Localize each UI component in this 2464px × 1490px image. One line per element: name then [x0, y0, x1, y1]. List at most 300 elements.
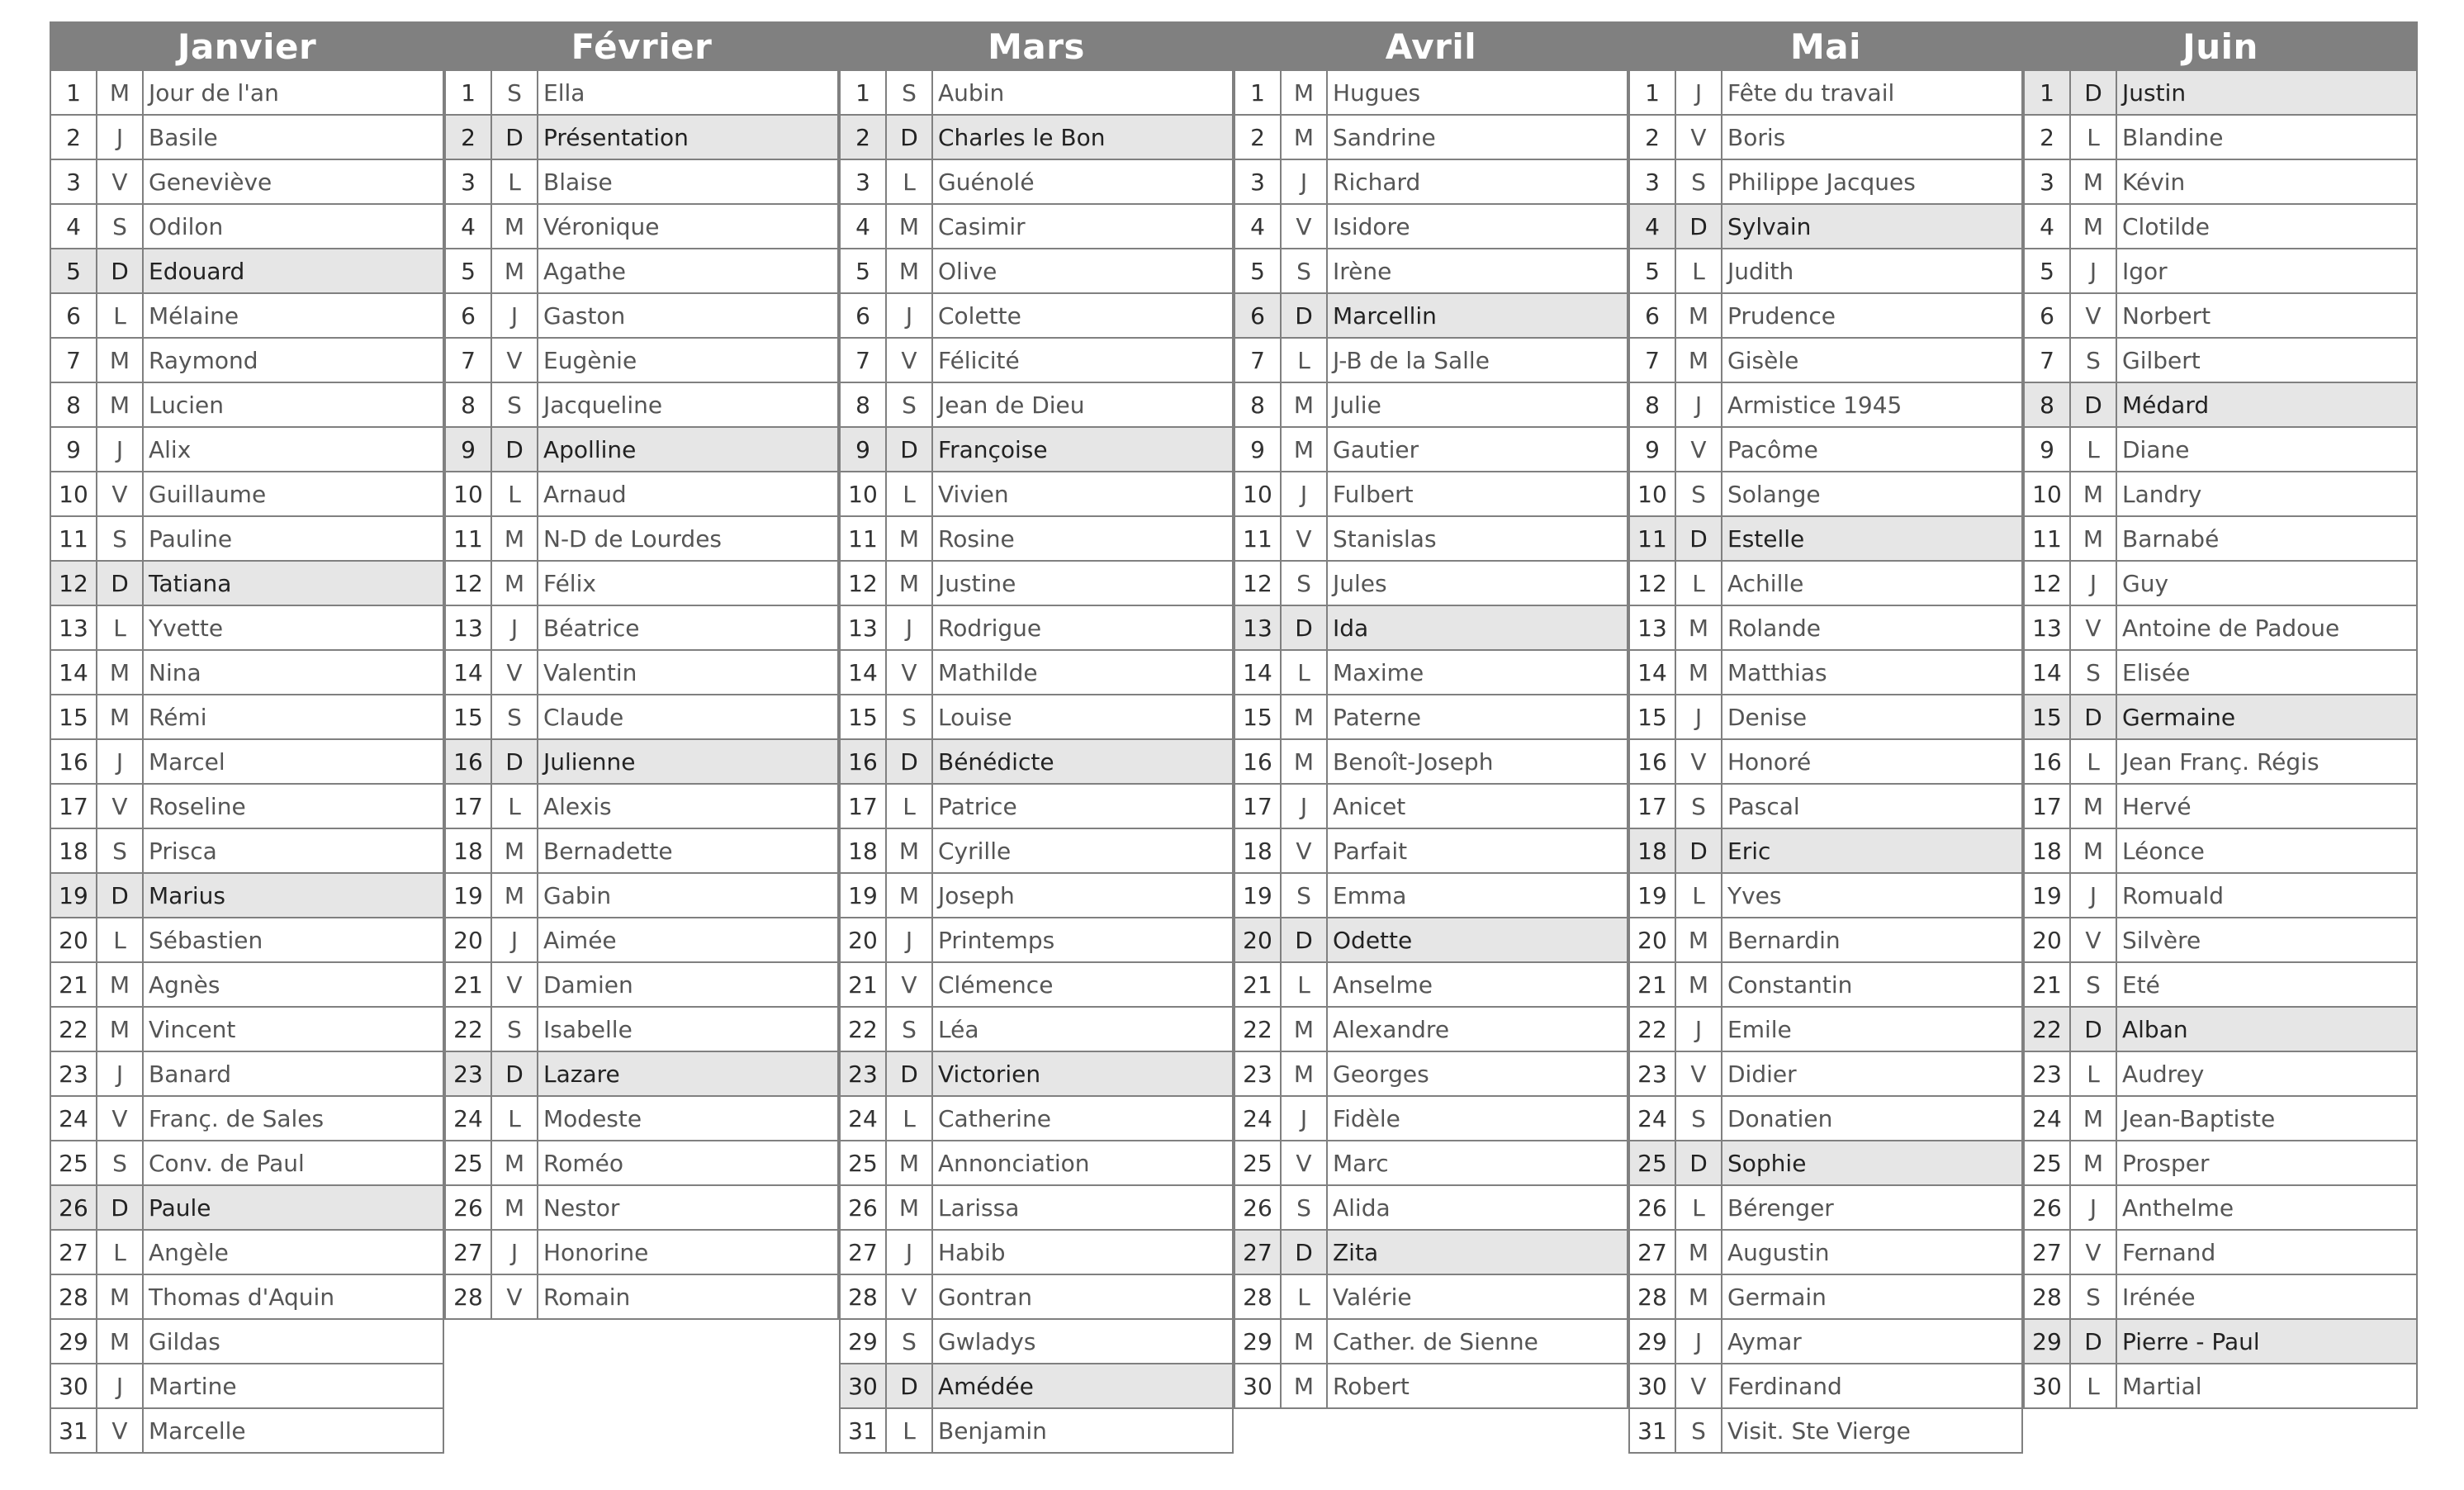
day-number: 26: [841, 1186, 887, 1229]
saint-name: Sébastien: [149, 926, 263, 954]
weekday-letter: J: [492, 294, 538, 337]
saint-name: Elisée: [2122, 658, 2191, 686]
saint-name: Jean de Dieu: [938, 391, 1085, 419]
weekday-letter: M: [97, 339, 144, 382]
day-row: [444, 1231, 839, 1275]
day-row: [1234, 1141, 1628, 1186]
day-number: 7: [1235, 339, 1282, 382]
saint-name: Robert: [1333, 1372, 1410, 1400]
saint-name: Banard: [149, 1060, 232, 1088]
weekday-letter: S: [1282, 562, 1328, 605]
day-number: 16: [2025, 740, 2071, 783]
day-row: [444, 740, 839, 785]
saint-name: Mélaine: [149, 301, 239, 330]
day-row: [1628, 785, 2023, 829]
day-number: 27: [841, 1231, 887, 1274]
weekday-letter: J: [1282, 472, 1328, 515]
day-row: [50, 249, 444, 294]
saint-name: Ferdinand: [1727, 1372, 1842, 1400]
saint-name: Eugènie: [543, 346, 637, 374]
saint-name: Béatrice: [543, 614, 640, 642]
saint-name: Guillaume: [149, 480, 267, 508]
day-row: [444, 695, 839, 740]
day-number: 2: [446, 116, 492, 159]
weekday-letter: V: [887, 651, 933, 694]
day-row: [50, 294, 444, 339]
day-number: 8: [1235, 383, 1282, 426]
day-row: [2023, 651, 2418, 695]
day-number: 6: [446, 294, 492, 337]
day-row: [2023, 785, 2418, 829]
weekday-letter: M: [1676, 1275, 1722, 1318]
weekday-letter: M: [2071, 472, 2117, 515]
saint-name: Sandrine: [1333, 123, 1436, 151]
day-number: 21: [841, 963, 887, 1006]
day-row: [2023, 1186, 2418, 1231]
weekday-letter: M: [2071, 160, 2117, 203]
saint-name: Odette: [1333, 926, 1413, 954]
day-row: [50, 428, 444, 472]
day-row: [2023, 1097, 2418, 1141]
day-row: [2023, 116, 2418, 160]
saint-name: Philippe Jacques: [1727, 168, 1916, 196]
day-row: [1628, 71, 2023, 116]
day-number: 10: [1630, 472, 1676, 515]
saint-name: Félix: [543, 569, 596, 597]
weekday-letter: D: [492, 740, 538, 783]
weekday-letter: V: [1282, 829, 1328, 872]
weekday-letter: S: [97, 1141, 144, 1184]
weekday-letter: J: [97, 1364, 144, 1407]
day-number: 3: [51, 160, 97, 203]
day-row: [839, 1186, 1234, 1231]
day-number: 13: [51, 606, 97, 649]
saint-name: Benjamin: [938, 1416, 1047, 1445]
day-number: 1: [1235, 71, 1282, 114]
day-number: 12: [1630, 562, 1676, 605]
day-row: [2023, 829, 2418, 874]
day-row: [1234, 918, 1628, 963]
weekday-letter: L: [887, 785, 933, 828]
day-number: 24: [446, 1097, 492, 1140]
weekday-letter: M: [2071, 785, 2117, 828]
weekday-letter: S: [1282, 249, 1328, 292]
day-number: 4: [841, 205, 887, 248]
day-row: [2023, 740, 2418, 785]
weekday-letter: S: [887, 71, 933, 114]
weekday-letter: L: [1676, 249, 1722, 292]
weekday-letter: M: [492, 205, 538, 248]
day-number: 7: [1630, 339, 1676, 382]
day-number: 27: [1630, 1231, 1676, 1274]
weekday-letter: J: [1676, 1320, 1722, 1363]
saint-name: Tatiana: [149, 569, 232, 597]
day-number: 1: [1630, 71, 1676, 114]
saint-name: Nestor: [543, 1193, 620, 1222]
saint-name: Marcellin: [1333, 301, 1437, 330]
weekday-letter: M: [97, 1320, 144, 1363]
weekday-letter: D: [2071, 71, 2117, 114]
day-row: [444, 874, 839, 918]
saint-name: Agathe: [543, 257, 627, 285]
weekday-letter: S: [492, 71, 538, 114]
weekday-letter: M: [97, 71, 144, 114]
month-header: Avril: [1234, 21, 1628, 71]
saint-name: Bénédicte: [938, 747, 1054, 776]
weekday-letter: D: [1676, 829, 1722, 872]
weekday-letter: L: [97, 606, 144, 649]
day-number: 19: [841, 874, 887, 917]
day-row: [444, 249, 839, 294]
weekday-letter: D: [1282, 1231, 1328, 1274]
weekday-letter: M: [887, 205, 933, 248]
weekday-letter: D: [2071, 383, 2117, 426]
day-row: [50, 472, 444, 517]
weekday-letter: M: [2071, 829, 2117, 872]
saint-name: Yvette: [149, 614, 224, 642]
saint-name: Alban: [2122, 1015, 2188, 1043]
saint-name: Gautier: [1333, 435, 1419, 463]
saint-name: Hugues: [1333, 78, 1421, 107]
weekday-letter: L: [492, 1097, 538, 1140]
day-number: 28: [446, 1275, 492, 1318]
day-number: 17: [1630, 785, 1676, 828]
day-row: [2023, 383, 2418, 428]
month-column: [1234, 21, 1628, 1454]
day-number: 11: [51, 517, 97, 560]
day-number: 4: [446, 205, 492, 248]
weekday-letter: J: [492, 1231, 538, 1274]
weekday-letter: S: [887, 383, 933, 426]
day-row: [1628, 1008, 2023, 1052]
saint-name: Eric: [1727, 837, 1771, 865]
day-row: [1628, 1141, 2023, 1186]
day-number: 17: [841, 785, 887, 828]
day-row: [1234, 695, 1628, 740]
day-number: 20: [51, 918, 97, 961]
day-row: [1628, 740, 2023, 785]
day-number: 10: [51, 472, 97, 515]
saint-name: Cather. de Sienne: [1333, 1327, 1538, 1355]
day-number: 5: [1630, 249, 1676, 292]
weekday-letter: L: [887, 1409, 933, 1452]
day-number: 28: [51, 1275, 97, 1318]
day-row: [50, 1320, 444, 1364]
weekday-letter: S: [887, 695, 933, 738]
saint-name: Isabelle: [543, 1015, 633, 1043]
day-number: 27: [1235, 1231, 1282, 1274]
day-row: [1628, 606, 2023, 651]
saint-name: Joseph: [938, 881, 1015, 909]
day-row: [1234, 1364, 1628, 1409]
weekday-letter: M: [1282, 116, 1328, 159]
saint-name: Constantin: [1727, 970, 1853, 999]
day-number: 18: [446, 829, 492, 872]
saint-name: Honoré: [1727, 747, 1812, 776]
weekday-letter: M: [1282, 383, 1328, 426]
weekday-letter: J: [1282, 1097, 1328, 1140]
weekday-letter: M: [2071, 1141, 2117, 1184]
day-row: [2023, 294, 2418, 339]
day-number: 25: [1235, 1141, 1282, 1184]
saint-name: Jules: [1333, 569, 1387, 597]
day-number: 28: [841, 1275, 887, 1318]
weekday-letter: L: [2071, 1052, 2117, 1095]
saint-name: Emma: [1333, 881, 1407, 909]
day-number: 16: [1630, 740, 1676, 783]
day-row: [1628, 339, 2023, 383]
weekday-letter: L: [1282, 963, 1328, 1006]
month-column: [1628, 21, 2023, 1454]
day-row: [50, 695, 444, 740]
day-number: 12: [51, 562, 97, 605]
weekday-letter: V: [2071, 294, 2117, 337]
day-row: [1234, 1186, 1628, 1231]
day-row: [1628, 294, 2023, 339]
saint-name: Irène: [1333, 257, 1392, 285]
day-number: 23: [1630, 1052, 1676, 1095]
day-row: [444, 472, 839, 517]
day-row: [839, 1409, 1234, 1454]
saint-name: Hervé: [2122, 792, 2192, 820]
weekday-letter: M: [2071, 205, 2117, 248]
day-number: 7: [51, 339, 97, 382]
day-row: [444, 1141, 839, 1186]
saint-name: Marcelle: [149, 1416, 246, 1445]
weekday-letter: S: [1676, 160, 1722, 203]
day-row: [444, 160, 839, 205]
weekday-letter: S: [1282, 1186, 1328, 1229]
day-row: [444, 517, 839, 562]
saint-name: Ella: [543, 78, 585, 107]
saint-name: Ida: [1333, 614, 1369, 642]
day-number: 29: [1630, 1320, 1676, 1363]
weekday-letter: M: [1282, 1008, 1328, 1051]
weekday-letter: S: [887, 1320, 933, 1363]
weekday-letter: M: [887, 874, 933, 917]
saint-name: Fulbert: [1333, 480, 1414, 508]
saint-name: Norbert: [2122, 301, 2211, 330]
day-row: [1234, 71, 1628, 116]
weekday-letter: V: [492, 963, 538, 1006]
weekday-letter: S: [97, 517, 144, 560]
day-number: 10: [1235, 472, 1282, 515]
day-row: [839, 205, 1234, 249]
saint-name: Gontran: [938, 1283, 1032, 1311]
weekday-letter: V: [97, 160, 144, 203]
day-row: [839, 428, 1234, 472]
weekday-letter: M: [97, 695, 144, 738]
saint-name: Lucien: [149, 391, 224, 419]
day-number: 24: [1630, 1097, 1676, 1140]
weekday-letter: D: [1282, 918, 1328, 961]
day-number: 11: [2025, 517, 2071, 560]
day-number: 28: [2025, 1275, 2071, 1318]
saint-name: Léonce: [2122, 837, 2205, 865]
weekday-letter: S: [2071, 1275, 2117, 1318]
day-number: 20: [841, 918, 887, 961]
day-row: [839, 1097, 1234, 1141]
saint-name: Anselme: [1333, 970, 1433, 999]
weekday-letter: S: [492, 695, 538, 738]
day-number: 6: [1235, 294, 1282, 337]
day-row: [444, 428, 839, 472]
saint-name: Thomas d'Aquin: [149, 1283, 335, 1311]
day-row: [839, 1008, 1234, 1052]
saint-name: Louise: [938, 703, 1012, 731]
day-number: 13: [2025, 606, 2071, 649]
saint-name: Estelle: [1727, 524, 1805, 553]
day-row: [50, 205, 444, 249]
weekday-letter: M: [1282, 1364, 1328, 1407]
weekday-letter: J: [1282, 160, 1328, 203]
day-row: [444, 294, 839, 339]
day-number: 4: [51, 205, 97, 248]
weekday-letter: V: [887, 1275, 933, 1318]
saint-name: Clotilde: [2122, 212, 2210, 240]
saint-name: Rosine: [938, 524, 1015, 553]
weekday-letter: L: [1676, 562, 1722, 605]
day-row: [1628, 249, 2023, 294]
day-number: 23: [51, 1052, 97, 1095]
weekday-letter: D: [1282, 606, 1328, 649]
saint-name: Yves: [1727, 881, 1782, 909]
day-row: [1628, 1409, 2023, 1454]
weekday-letter: D: [97, 562, 144, 605]
day-number: 20: [1630, 918, 1676, 961]
saint-name: Casimir: [938, 212, 1026, 240]
day-row: [1628, 695, 2023, 740]
saint-name: Gisèle: [1727, 346, 1799, 374]
day-number: 29: [2025, 1320, 2071, 1363]
day-row: [50, 918, 444, 963]
day-row: [2023, 562, 2418, 606]
day-row: [2023, 517, 2418, 562]
weekday-letter: J: [97, 740, 144, 783]
day-row: [1234, 1320, 1628, 1364]
weekday-letter: M: [2071, 1097, 2117, 1140]
saint-name: Aimée: [543, 926, 617, 954]
day-row: [839, 116, 1234, 160]
day-number: 1: [51, 71, 97, 114]
day-row: [1234, 472, 1628, 517]
weekday-letter: L: [97, 294, 144, 337]
saint-name: Donatien: [1727, 1104, 1833, 1132]
weekday-letter: D: [97, 874, 144, 917]
saint-name: Jean Franç. Régis: [2122, 747, 2319, 776]
weekday-letter: J: [887, 294, 933, 337]
saint-name: Richard: [1333, 168, 1421, 196]
day-number: 25: [2025, 1141, 2071, 1184]
saint-name: Angèle: [149, 1238, 229, 1266]
weekday-letter: M: [1282, 1320, 1328, 1363]
weekday-letter: S: [1282, 874, 1328, 917]
day-number: 22: [1235, 1008, 1282, 1051]
day-number: 15: [1235, 695, 1282, 738]
weekday-letter: D: [1676, 205, 1722, 248]
day-row: [839, 1320, 1234, 1364]
day-row: [444, 829, 839, 874]
day-number: 7: [446, 339, 492, 382]
saint-name: Emile: [1727, 1015, 1792, 1043]
day-row: [839, 1364, 1234, 1409]
saint-name: Roméo: [543, 1149, 623, 1177]
weekday-letter: M: [1282, 740, 1328, 783]
day-row: [444, 785, 839, 829]
saint-name: Georges: [1333, 1060, 1429, 1088]
day-number: 14: [841, 651, 887, 694]
saint-name: Julie: [1333, 391, 1381, 419]
weekday-letter: J: [97, 428, 144, 471]
saint-name: Audrey: [2122, 1060, 2205, 1088]
weekday-letter: J: [1676, 383, 1722, 426]
day-number: 21: [1630, 963, 1676, 1006]
saint-name: Benoît-Joseph: [1333, 747, 1494, 776]
saint-name: Guénolé: [938, 168, 1035, 196]
saint-name: Apolline: [543, 435, 637, 463]
day-number: 8: [2025, 383, 2071, 426]
saint-name: Germaine: [2122, 703, 2236, 731]
day-row: [1628, 1186, 2023, 1231]
day-row: [50, 740, 444, 785]
day-row: [2023, 1231, 2418, 1275]
day-row: [839, 472, 1234, 517]
weekday-letter: D: [2071, 1320, 2117, 1363]
saint-name: Mathilde: [938, 658, 1038, 686]
day-row: [1234, 160, 1628, 205]
weekday-letter: J: [492, 918, 538, 961]
day-number: 15: [51, 695, 97, 738]
day-number: 19: [2025, 874, 2071, 917]
day-row: [444, 383, 839, 428]
saint-name: Lazare: [543, 1060, 620, 1088]
weekday-letter: D: [97, 249, 144, 292]
day-row: [50, 874, 444, 918]
day-row: [50, 160, 444, 205]
day-number: 31: [1630, 1409, 1676, 1452]
day-number: 3: [841, 160, 887, 203]
day-row: [839, 383, 1234, 428]
day-number: 13: [1630, 606, 1676, 649]
day-row: [50, 1052, 444, 1097]
weekday-letter: M: [1282, 428, 1328, 471]
day-row: [1234, 517, 1628, 562]
weekday-letter: M: [887, 829, 933, 872]
day-row: [1628, 963, 2023, 1008]
day-row: [839, 651, 1234, 695]
weekday-letter: V: [1282, 1141, 1328, 1184]
saint-name: Silvère: [2122, 926, 2201, 954]
day-row: [444, 1008, 839, 1052]
day-number: 16: [1235, 740, 1282, 783]
saint-name: Julienne: [543, 747, 636, 776]
weekday-letter: M: [887, 1141, 933, 1184]
day-row: [1234, 116, 1628, 160]
day-number: 12: [2025, 562, 2071, 605]
day-number: 26: [446, 1186, 492, 1229]
day-row: [1234, 1231, 1628, 1275]
day-number: 2: [2025, 116, 2071, 159]
day-row: [839, 294, 1234, 339]
day-row: [50, 562, 444, 606]
day-number: 26: [1630, 1186, 1676, 1229]
month-header: Janvier: [50, 21, 444, 71]
day-row: [444, 205, 839, 249]
day-row: [2023, 1141, 2418, 1186]
day-row: [1234, 294, 1628, 339]
saint-name: Denise: [1727, 703, 1808, 731]
day-number: 10: [841, 472, 887, 515]
